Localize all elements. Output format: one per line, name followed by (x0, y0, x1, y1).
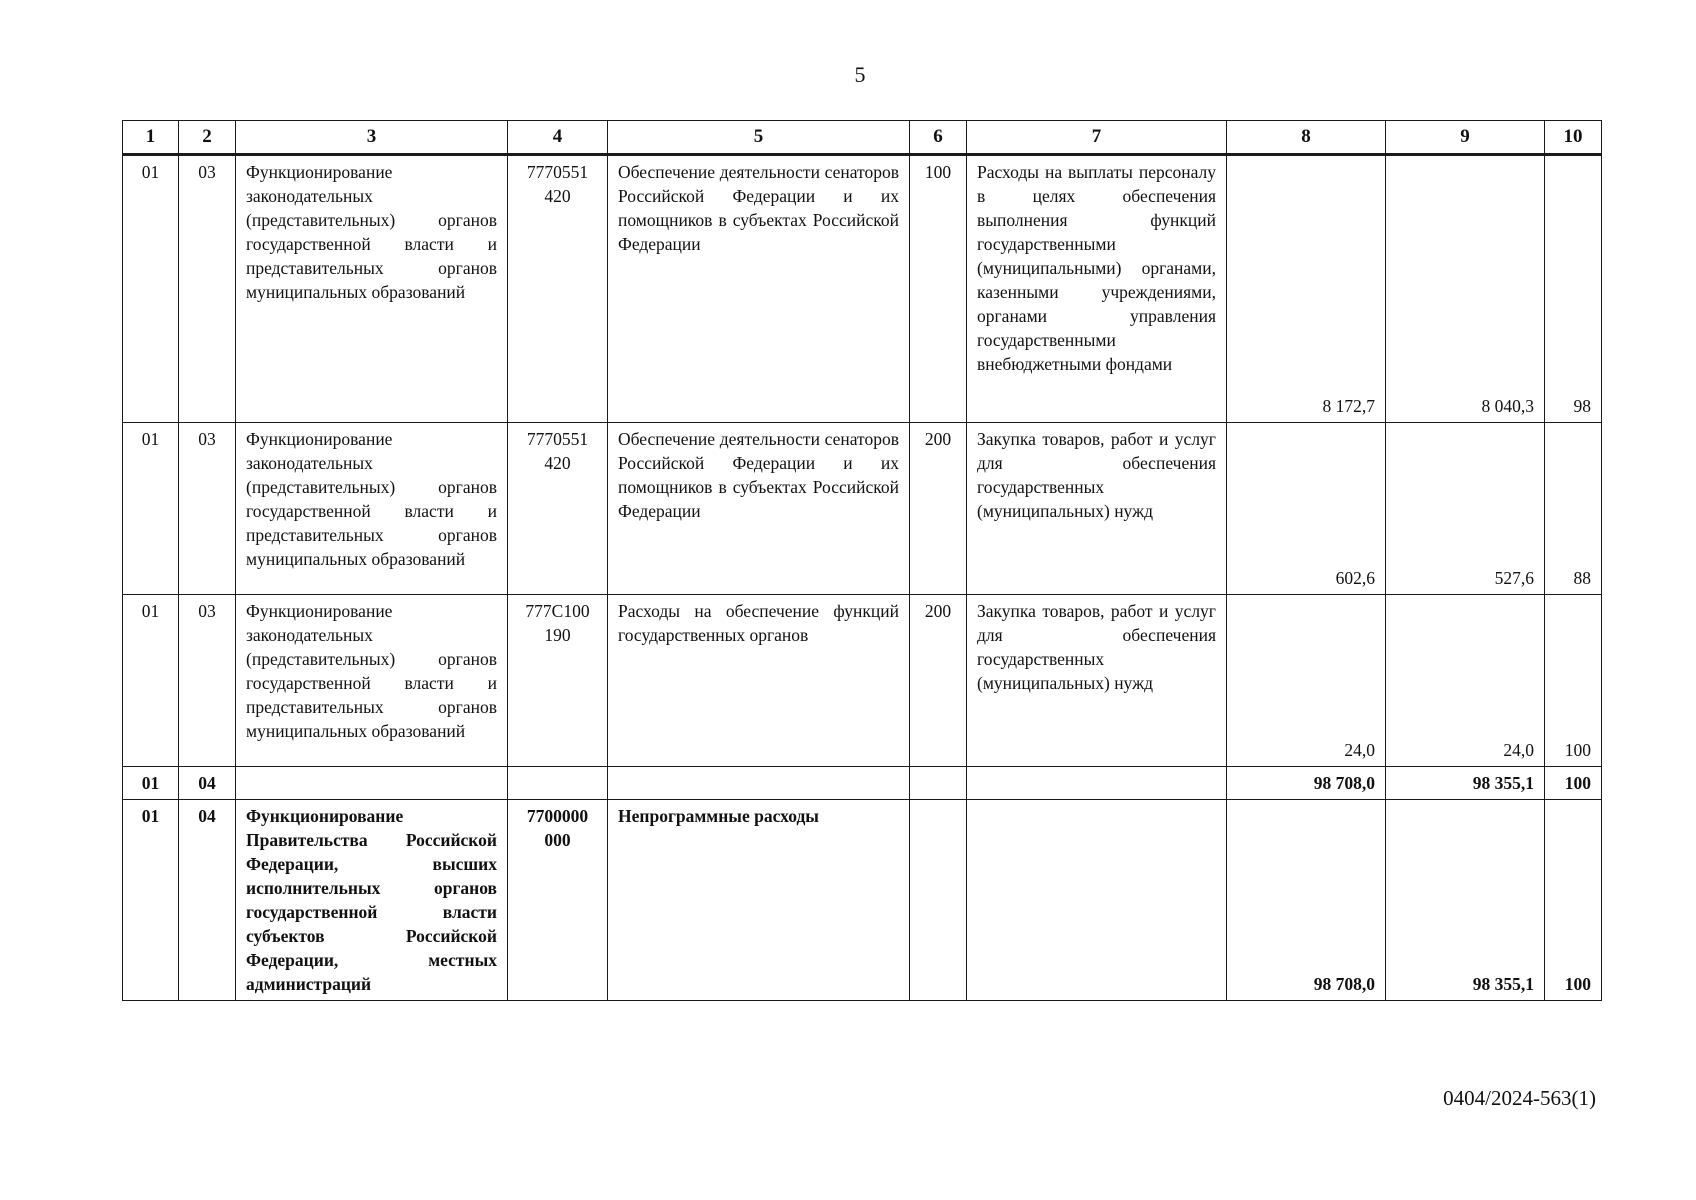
cell-expense-type-name: Закупка товаров, работ и услуг для обеспечения государственных (муниципальных) нужд (967, 423, 1227, 595)
document-code: 0404/2024-563(1) (1443, 1086, 1596, 1110)
cell-percent: 88 (1545, 423, 1602, 595)
cell-target-code (508, 767, 608, 800)
cell-section-name: Функционирование законодательных (представительных) органов государственной власти и представительных органов муниципальных образований (236, 423, 508, 595)
cell-target-name (608, 767, 910, 800)
table-row (123, 423, 1602, 595)
cell-target-code-part2: 420 (544, 453, 571, 473)
cell-target-code-part1: 777С100 (525, 601, 590, 621)
cell-section-name: Функционирование законодательных (представительных) органов государственной власти и представительных органов муниципальных образований (236, 595, 508, 767)
page-number: 5 (854, 62, 866, 87)
cell-expense-type-name (967, 767, 1227, 800)
cell-executed: 527,6 (1386, 423, 1545, 595)
cell-target-code-part2: 420 (544, 186, 571, 206)
header-col-5: 5 (608, 121, 910, 155)
cell-expense-type: 100 (910, 155, 967, 423)
table-row (123, 800, 1602, 1001)
cell-target-code-part2: 000 (544, 830, 571, 850)
cell-percent: 98 (1545, 155, 1602, 423)
cell-percent: 100 (1545, 767, 1602, 800)
cell-percent: 100 (1545, 595, 1602, 767)
cell-subsection: 03 (179, 595, 236, 767)
cell-target-code (508, 800, 608, 1001)
header-col-4: 4 (508, 121, 608, 155)
cell-section: 01 (123, 155, 179, 423)
cell-expense-type (910, 800, 967, 1001)
header-col-10: 10 (1545, 121, 1602, 155)
cell-executed: 98 355,1 (1386, 800, 1545, 1001)
cell-executed: 98 355,1 (1386, 767, 1545, 800)
cell-expense-type: 200 (910, 423, 967, 595)
table-row (123, 155, 1602, 423)
cell-section: 01 (123, 595, 179, 767)
cell-subsection: 04 (179, 800, 236, 1001)
header-col-2: 2 (179, 121, 236, 155)
cell-executed: 8 040,3 (1386, 155, 1545, 423)
cell-subsection: 03 (179, 155, 236, 423)
cell-planned: 602,6 (1227, 423, 1386, 595)
cell-planned: 24,0 (1227, 595, 1386, 767)
cell-expense-type (910, 767, 967, 800)
cell-expense-type: 200 (910, 595, 967, 767)
header-col-6: 6 (910, 121, 967, 155)
cell-section-name (236, 767, 508, 800)
cell-percent: 100 (1545, 800, 1602, 1001)
table-row (123, 595, 1602, 767)
cell-target-name: Обеспечение деятельности сенаторов Российской Федерации и их помощников в субъектах Российской Федерации (608, 155, 910, 423)
header-col-1: 1 (123, 121, 179, 155)
cell-subsection: 04 (179, 767, 236, 800)
cell-target-code-part1: 7700000 (526, 806, 589, 826)
cell-target-name: Непрограммные расходы (608, 800, 910, 1001)
header-col-9: 9 (1386, 121, 1545, 155)
cell-expense-type-name (967, 800, 1227, 1001)
header-col-3: 3 (236, 121, 508, 155)
cell-expense-type-name: Закупка товаров, работ и услуг для обеспечения государственных (муниципальных) нужд (967, 595, 1227, 767)
budget-table (122, 120, 1602, 1001)
table-row-subtotal (123, 767, 1602, 800)
cell-subsection: 03 (179, 423, 236, 595)
cell-target-name: Расходы на обеспечение функций государственных органов (608, 595, 910, 767)
cell-expense-type-name: Расходы на выплаты персоналу в целях обеспечения выполнения функций государственными (муниципальными) органами, казенными учреждениями, органами управления государственными внебюджетными фондами (967, 155, 1227, 423)
cell-section-name: Функционирование Правительства Российской Федерации, высших исполнительных органов государственной власти субъектов Российской Федерации, местных администраций (236, 800, 508, 1001)
cell-section: 01 (123, 800, 179, 1001)
cell-target-code (508, 595, 608, 767)
cell-target-code (508, 423, 608, 595)
header-row (123, 121, 1602, 155)
cell-target-code-part1: 7770551 (526, 429, 589, 449)
cell-planned: 8 172,7 (1227, 155, 1386, 423)
cell-target-code (508, 155, 608, 423)
cell-target-code-part1: 7770551 (526, 162, 589, 182)
cell-target-code-part2: 190 (544, 625, 571, 645)
cell-executed: 24,0 (1386, 595, 1545, 767)
cell-planned: 98 708,0 (1227, 767, 1386, 800)
header-col-7: 7 (967, 121, 1227, 155)
cell-section: 01 (123, 767, 179, 800)
header-col-8: 8 (1227, 121, 1386, 155)
cell-planned: 98 708,0 (1227, 800, 1386, 1001)
cell-section: 01 (123, 423, 179, 595)
cell-section-name: Функционирование законодательных (представительных) органов государственной власти и представительных органов муниципальных образований (236, 155, 508, 423)
cell-target-name: Обеспечение деятельности сенаторов Российской Федерации и их помощников в субъектах Российской Федерации (608, 423, 910, 595)
